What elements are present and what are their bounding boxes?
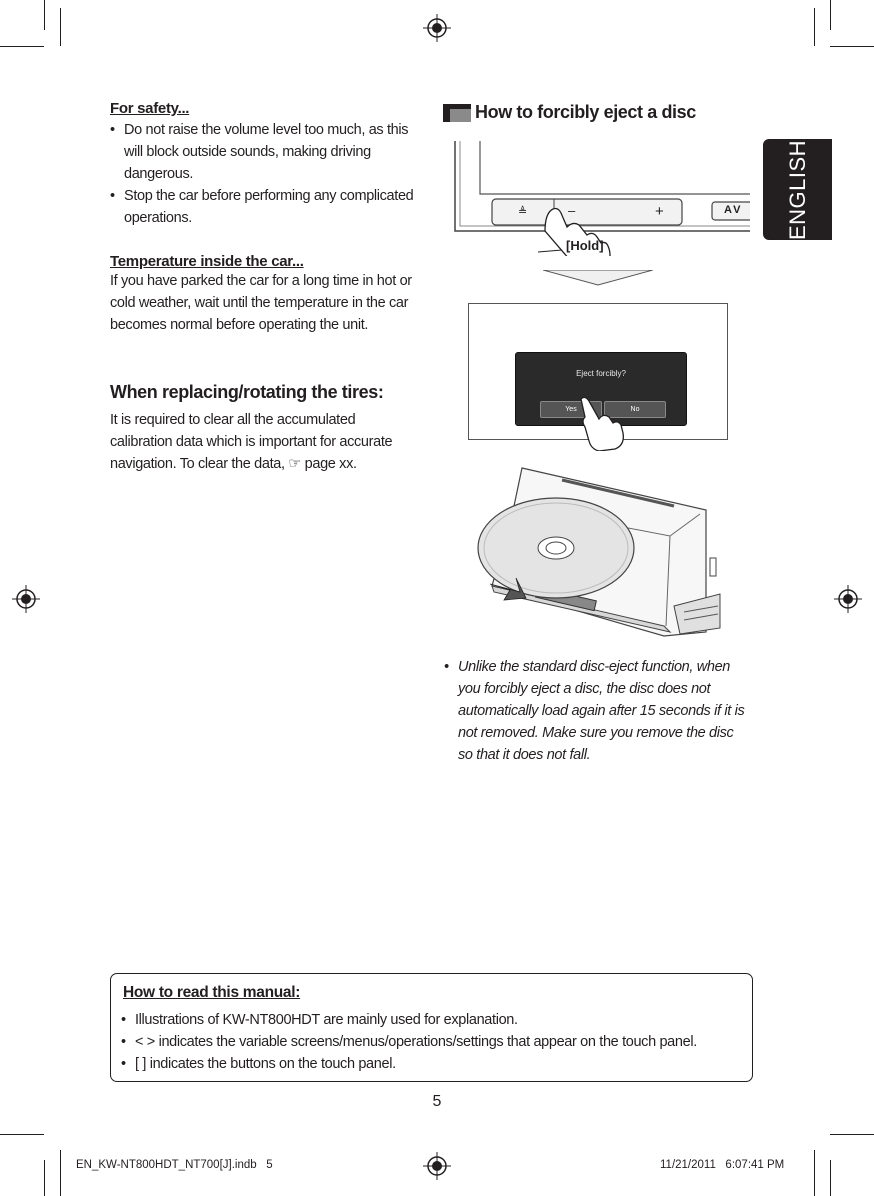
tires-body: It is required to clear all the accumulated calibration data which is important for accurate navigation. To clear the data, ☞ page xx. xyxy=(110,412,393,472)
how-to-read-bullet-3: • [ ] indicates the buttons on the touch panel. xyxy=(121,1053,741,1075)
eject-heading: How to forcibly eject a disc xyxy=(475,102,696,122)
registration-mark-top xyxy=(423,14,451,42)
hold-label: [Hold] xyxy=(566,238,604,253)
safety-heading: For safety... xyxy=(110,100,190,117)
dialog-no-button[interactable]: No xyxy=(604,401,666,418)
tires-heading: When replacing/rotating the tires: xyxy=(110,382,384,402)
disc-eject-illustration xyxy=(474,466,722,638)
how-to-read-box xyxy=(110,973,753,1082)
pointing-hand-icon xyxy=(575,395,625,451)
language-tab xyxy=(763,139,832,240)
eject-note-list xyxy=(444,656,749,766)
how-to-read-bullet-1: • Illustrations of KW-NT800HDT are mainly used for explanation. xyxy=(121,1009,741,1031)
eject-note-block xyxy=(444,656,749,766)
dialog-title: Eject forcibly? xyxy=(576,369,626,378)
print-footer-file: EN_KW-NT800HDT_NT700[J].indb 5 xyxy=(76,1159,273,1171)
page-number: 5 xyxy=(432,1093,442,1110)
registration-mark-left xyxy=(12,585,40,613)
how-to-read-list xyxy=(121,1009,741,1075)
eject-button[interactable]: ≜ xyxy=(518,206,528,218)
step-arrow-icon xyxy=(543,270,653,286)
section-marker-icon xyxy=(443,104,471,122)
safety-list xyxy=(110,119,422,229)
temperature-heading: Temperature inside the car... xyxy=(110,253,304,270)
plus-button[interactable]: + xyxy=(655,203,664,220)
safety-bullet-1: • Do not raise the volume level too much, as this will block outside sounds, making driving dangerous. xyxy=(110,119,422,185)
eject-note: • Unlike the standard disc-eject function, when you forcibly eject a disc, the disc does not automatically load again after 15 seconds if it is not removed. Make sure you remove the disc so that it does not fall. xyxy=(444,656,749,766)
dialog-yes-button[interactable]: Yes xyxy=(540,401,602,418)
language-tab-label: ENGLISH xyxy=(784,139,810,240)
safety-bullet-2: • Stop the car before performing any complicated operations. xyxy=(110,185,422,229)
registration-mark-right xyxy=(834,585,862,613)
registration-mark-bottom xyxy=(423,1152,451,1180)
print-footer-date: 11/21/2011 6:07:41 PM xyxy=(660,1159,785,1171)
left-column xyxy=(110,100,422,475)
how-to-read-bullet-2: • < > indicates the variable screens/menus/operations/settings that appear on the touch panel. xyxy=(121,1031,741,1053)
temperature-body: If you have parked the car for a long time in hot or cold weather, wait until the temperature in the car becomes normal before operating the unit. xyxy=(110,273,412,333)
how-to-read-heading: How to read this manual: xyxy=(123,984,301,1001)
av-button[interactable]: AV xyxy=(724,204,743,216)
minus-button[interactable]: – xyxy=(568,203,576,218)
